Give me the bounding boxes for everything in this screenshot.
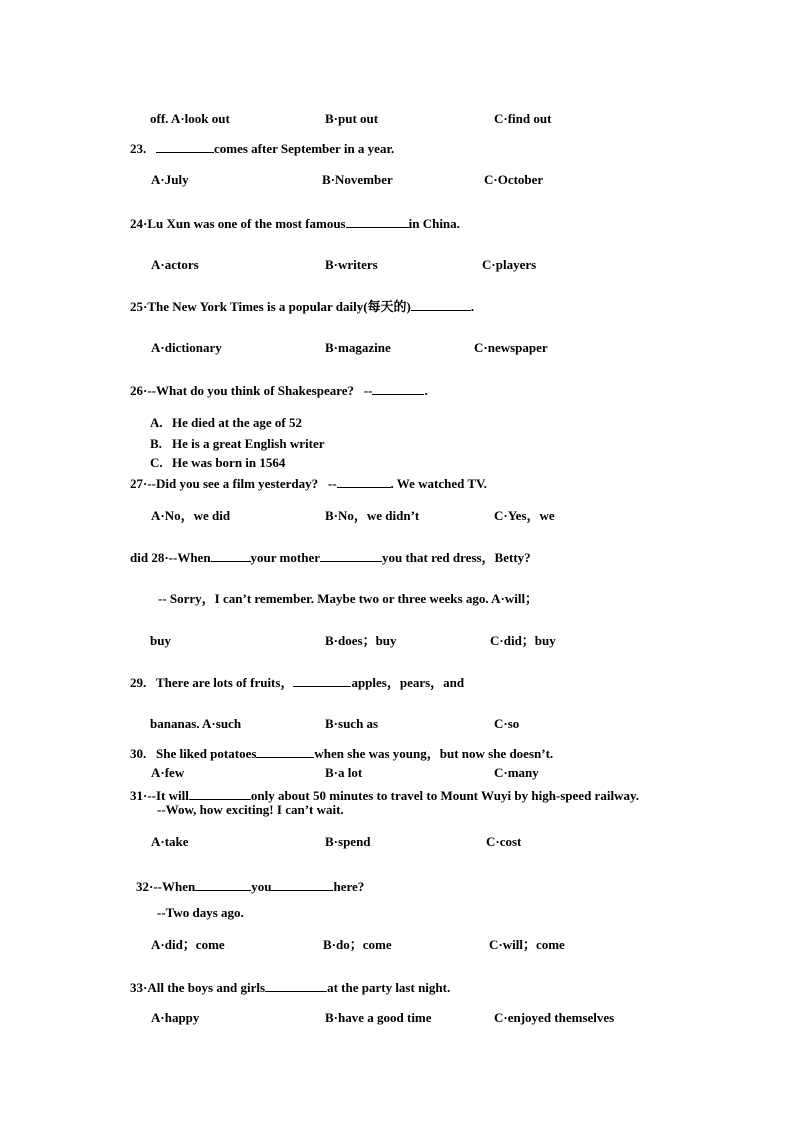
q25-text-after: . [470, 299, 475, 314]
q29-blank [293, 674, 351, 687]
q28-stem [130, 549, 531, 566]
q29-number: 29. [130, 675, 147, 690]
q30-option-b: B·a lot [325, 765, 363, 780]
q27-text-before: 27·--Did you see a film yesterday? -- [130, 476, 337, 491]
q25-blank [411, 298, 471, 311]
q33-option-c: C·enjoyed themselves [494, 1010, 615, 1025]
q33-text-before: 33·All the boys and girls [130, 980, 266, 995]
q28-text-after: you that red dress，Betty? [382, 550, 531, 565]
q32-option-a: A·did；come [151, 937, 225, 952]
q25-text-before: 25·The New York Times is a popular daily(每天的) [130, 299, 411, 314]
q23-number: 23. [130, 141, 147, 156]
q26-text-after: . [424, 383, 428, 398]
q32-text-after: here? [333, 879, 365, 894]
q33-option-b: B·have a good time [325, 1010, 432, 1025]
q22-option-b: B·put out [325, 111, 379, 126]
q24-option-c: C·players [482, 257, 537, 272]
q24-text-after: in China. [408, 216, 460, 231]
q29-stem [130, 674, 464, 691]
q33-blank [265, 979, 327, 992]
q26-option-a [150, 415, 302, 431]
q30-blank [256, 745, 314, 758]
q24-stem [130, 215, 460, 232]
q22-continuation: off. A·look out [150, 111, 230, 126]
q32-option-b: B·do；come [323, 937, 392, 952]
q29-text-after: apples，pears，and [351, 675, 465, 690]
q26-blank [372, 382, 424, 395]
q26-option-c-text: He was born in 1564 [172, 455, 286, 470]
q28-option-b: B·does；buy [325, 633, 397, 648]
q30-number: 30. [130, 746, 147, 761]
q32-blank-2 [271, 878, 333, 891]
q23-text: comes after September in a year. [214, 141, 395, 156]
q28-text-middle: your mother [250, 550, 320, 565]
q29-option-a: bananas. A·such [150, 716, 242, 731]
q27-option-b: B·No，we didn’t [325, 508, 420, 523]
q30-text-after: when she was young，but now she doesn’t. [314, 746, 554, 761]
q26-option-c-label: C. [150, 455, 163, 470]
q24-option-b: B·writers [325, 257, 378, 272]
q31-text-after: only about 50 minutes to travel to Mount Wuyi by high-speed railway. [250, 788, 639, 803]
q27-text-after: . We watched TV. [390, 476, 487, 491]
q33-text-after: at the party last night. [327, 980, 451, 995]
q31-option-b: B·spend [325, 834, 371, 849]
q25-option-c: C·newspaper [474, 340, 548, 355]
q33-stem [130, 979, 450, 996]
q31-option-c: C·cost [486, 834, 522, 849]
q24-option-a: A·actors [151, 257, 199, 272]
q25-option-a: A·dictionary [151, 340, 222, 355]
q26-text-before: 26·--What do you think of Shakespeare? -- [130, 383, 373, 398]
q27-stem [130, 475, 487, 492]
q25-stem [130, 298, 474, 315]
q31-option-a: A·take [151, 834, 189, 849]
q28-blank-2 [320, 549, 382, 562]
q30-option-c: C·many [494, 765, 539, 780]
q32-reply: --Two days ago. [157, 905, 244, 920]
q29-text-before: There are lots of fruits， [156, 675, 294, 690]
q32-stem [136, 878, 364, 895]
q31-reply: --Wow, how exciting! I can’t wait. [157, 802, 344, 817]
q28-text-before: did 28·--When [130, 550, 211, 565]
q27-option-a: A·No，we did [151, 508, 231, 523]
q32-text-middle: you [251, 879, 272, 894]
q26-option-c [150, 455, 285, 471]
q28-option-a-continuation: buy [150, 633, 171, 648]
q27-option-c: C·Yes，we [494, 508, 555, 523]
q26-option-b-label: B. [150, 436, 162, 451]
q32-blank-1 [195, 878, 251, 891]
q23-option-a: A·July [151, 172, 189, 187]
q23-option-b: B·November [322, 172, 393, 187]
q22-option-c: C·find out [494, 111, 552, 126]
q24-blank [346, 215, 409, 228]
q24-text-before: 24·Lu Xun was one of the most famous [130, 216, 346, 231]
q28-blank-1 [211, 549, 251, 562]
q26-option-a-label: A. [150, 415, 163, 430]
q33-option-a: A·happy [151, 1010, 200, 1025]
q31-text-before: 31·--It will [130, 788, 189, 803]
q29-option-b: B·such as [325, 716, 379, 731]
q30-text-before: She liked potatoes [156, 746, 257, 761]
q30-stem [130, 745, 553, 762]
q26-stem [130, 382, 428, 399]
q30-option-a: A·few [151, 765, 185, 780]
q26-option-a-text: He died at the age of 52 [172, 415, 302, 430]
q23-option-c: C·October [484, 172, 544, 187]
q26-option-b-text: He is a great English writer [172, 436, 325, 451]
q23-blank [156, 140, 214, 153]
q28-reply: -- Sorry，I can’t remember. Maybe two or three weeks ago. A·will； [158, 591, 539, 606]
q26-option-b [150, 436, 325, 452]
q29-option-c: C·so [494, 716, 520, 731]
q32-option-c: C·will；come [489, 937, 565, 952]
q31-blank [189, 787, 251, 800]
q27-blank [337, 475, 391, 488]
q28-option-c: C·did；buy [490, 633, 556, 648]
q25-option-b: B·magazine [325, 340, 391, 355]
q23-stem [130, 140, 394, 157]
q32-text-before: 32·--When [136, 879, 196, 894]
